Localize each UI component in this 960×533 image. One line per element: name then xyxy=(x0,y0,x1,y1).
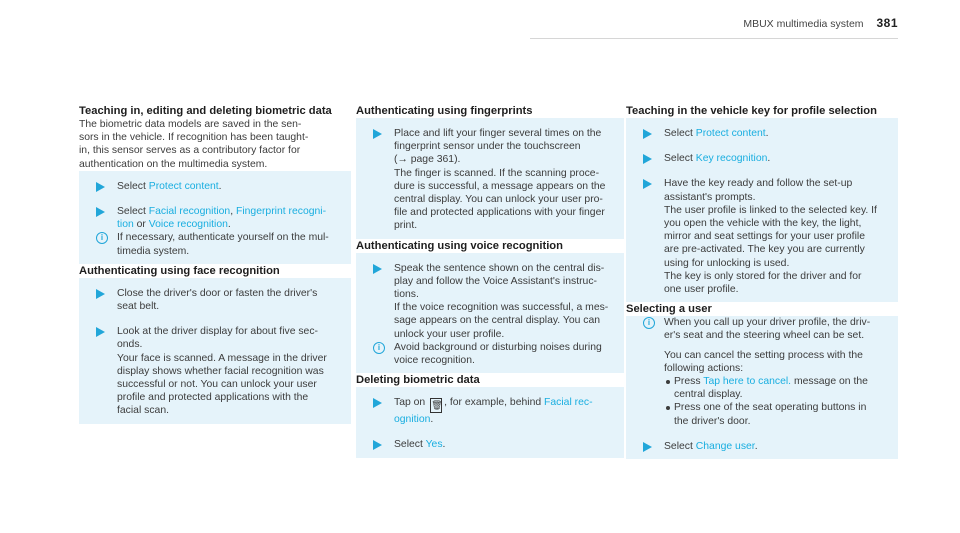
info-icon: i xyxy=(96,232,108,244)
step-text: using for unlocking is used. xyxy=(664,257,790,269)
instruction-block xyxy=(79,278,351,424)
step-text: file and protected applications with your finger xyxy=(394,207,605,219)
step-arrow-icon xyxy=(643,179,652,189)
text-line: authentication on the multimedia system. xyxy=(79,158,268,170)
menu-link[interactable]: Key recognition xyxy=(695,153,768,165)
step-arrow-icon xyxy=(373,440,382,450)
bullet-text: central display. xyxy=(674,389,743,401)
section-heading: Authenticating using face recognition xyxy=(79,264,280,277)
text-line: You can cancel the setting process with the xyxy=(664,349,863,361)
step-text: . xyxy=(767,153,771,165)
step-arrow-icon xyxy=(643,129,652,139)
section-heading: Authenticating using voice recognition xyxy=(356,239,563,252)
step-text: If the voice recognition was successful, a mes- xyxy=(394,302,609,314)
menu-link[interactable]: Protect content xyxy=(695,128,766,139)
step-text: sage appears on the central display. You can xyxy=(394,315,601,327)
header-title: MBUX multimedia system xyxy=(743,18,864,30)
step-item xyxy=(626,127,898,140)
section-heading: Teaching in, editing and deleting biometric data xyxy=(79,105,332,117)
step-item xyxy=(356,127,624,233)
step-text: Select xyxy=(664,128,696,139)
step-item xyxy=(356,396,624,426)
step-arrow-icon xyxy=(643,442,652,452)
instruction-block xyxy=(356,253,624,374)
step-arrow-icon xyxy=(643,154,652,164)
step-text: display shows whether facial recognition was xyxy=(117,365,324,377)
step-item xyxy=(626,152,898,165)
note-text: er's seat and the steering wheel can be set. xyxy=(664,330,865,342)
step-text: , xyxy=(230,206,236,218)
section-heading: Authenticating using fingerprints xyxy=(356,105,533,117)
step-text: profile and protected applications with the xyxy=(117,392,309,404)
step-text: one user profile. xyxy=(664,284,739,296)
text-line: in, this sensor serves as a contributory factor for xyxy=(79,145,301,157)
note-item xyxy=(626,316,898,342)
bullet-text: Press xyxy=(674,376,704,388)
note-text: voice recognition. xyxy=(394,355,475,367)
menu-link[interactable]: Facial rec- xyxy=(544,397,593,409)
bullet-item xyxy=(626,401,898,427)
step-text: are pre-activated. The key you are currently xyxy=(664,244,865,256)
column-2 xyxy=(356,104,624,458)
step-text: The user profile is linked to the selected key. If xyxy=(664,204,877,216)
menu-link[interactable]: Yes xyxy=(425,439,443,451)
menu-link[interactable]: Change user xyxy=(695,440,755,452)
step-arrow-icon xyxy=(373,264,382,274)
step-text: . xyxy=(430,414,434,426)
step-text: Have the key ready and follow the set-up xyxy=(664,178,853,190)
step-text: print. xyxy=(394,220,418,232)
step-text: . xyxy=(442,439,446,451)
step-text: . xyxy=(754,440,758,452)
step-text: mirror and seat settings for your user profile xyxy=(664,231,865,243)
step-item xyxy=(79,205,351,231)
step-item xyxy=(356,438,624,451)
step-text: play and follow the Voice Assistant's instruc- xyxy=(394,275,597,287)
step-text: successful or not. You can unlock your user xyxy=(117,379,317,391)
step-arrow-icon xyxy=(96,289,105,299)
step-text: fingerprint sensor under the touchscreen xyxy=(394,141,581,153)
note-item xyxy=(79,231,351,257)
step-text: . xyxy=(765,128,769,139)
step-text: facial scan. xyxy=(117,405,169,417)
step-arrow-icon xyxy=(96,207,105,217)
text-line: sors in the vehicle. If recognition has been taught- xyxy=(79,132,309,144)
step-text: Select xyxy=(394,439,426,451)
menu-link[interactable]: Tap here to cancel. xyxy=(703,376,792,388)
step-arrow-icon xyxy=(96,182,105,192)
step-text: Tap on xyxy=(394,397,429,409)
note-item xyxy=(356,341,624,367)
note-text: Avoid background or disturbing noises during xyxy=(394,341,602,353)
bullet-text: Press one of the seat operating buttons in xyxy=(674,402,867,414)
cancel-info xyxy=(626,349,898,375)
header-rule xyxy=(530,38,898,39)
step-text: Look at the driver display for about five sec- xyxy=(117,326,318,338)
menu-link[interactable]: ognition xyxy=(394,414,431,426)
step-text: assistant's prompts. xyxy=(664,191,756,203)
note-text: timedia system. xyxy=(117,245,190,257)
section-heading: Teaching in the vehicle key for profile selection xyxy=(626,105,877,117)
step-text: Select xyxy=(664,440,696,452)
step-text: seat belt. xyxy=(117,301,160,313)
text-line: following actions: xyxy=(664,362,744,374)
bullet-text: message on the xyxy=(791,376,868,388)
bullet-dot xyxy=(666,380,670,384)
info-icon: i xyxy=(643,317,655,329)
step-text: Your face is scanned. A message in the driver xyxy=(117,352,327,364)
step-text: . xyxy=(218,180,222,192)
instruction-block xyxy=(356,387,624,457)
step-text: (→ page 361). xyxy=(394,154,461,166)
step-text: Select xyxy=(664,153,696,165)
step-text: Select xyxy=(117,206,149,218)
step-text: you open the vehicle with the key, the light, xyxy=(664,218,862,230)
step-arrow-icon xyxy=(373,398,382,408)
menu-link[interactable]: Facial recognition xyxy=(148,206,231,218)
step-text: , for example, behind xyxy=(444,397,545,409)
step-text: Speak the sentence shown on the central dis- xyxy=(394,262,605,274)
step-text: unlock your user profile. xyxy=(394,328,505,340)
step-text: Select xyxy=(117,180,149,192)
trash-icon[interactable]: 🗑 xyxy=(430,398,442,413)
step-arrow-icon xyxy=(373,129,382,139)
section-heading: Deleting biometric data xyxy=(356,374,480,387)
menu-link[interactable]: Voice recognition xyxy=(148,219,228,231)
step-item xyxy=(79,180,351,193)
menu-link[interactable]: Fingerprint recogni- xyxy=(235,206,327,218)
bullet-item xyxy=(626,375,898,401)
step-text: or xyxy=(133,219,149,231)
step-item xyxy=(79,325,351,417)
menu-link[interactable]: tion xyxy=(117,219,134,231)
instruction-block xyxy=(626,316,898,459)
step-text: Place and lift your finger several times on the xyxy=(394,128,602,139)
step-text: tions. xyxy=(394,289,419,301)
text-line: The biometric data models are saved in the sen- xyxy=(79,119,302,130)
step-text: The key is only stored for the driver and for xyxy=(664,270,862,282)
bullet-dot xyxy=(666,406,670,410)
instruction-block xyxy=(356,118,624,239)
step-text: . xyxy=(227,219,231,231)
page-number: 381 xyxy=(876,16,898,30)
step-text: central display. You can unlock your user pro- xyxy=(394,194,603,206)
note-text: If necessary, authenticate yourself on the mul- xyxy=(117,232,329,244)
step-item xyxy=(626,177,898,296)
step-arrow-icon xyxy=(96,327,105,337)
step-text: Close the driver's door or fasten the driver's xyxy=(117,287,318,299)
menu-link[interactable]: Protect content xyxy=(148,180,219,192)
bullet-text: the driver's door. xyxy=(674,415,751,427)
step-text: onds. xyxy=(117,339,143,351)
step-item xyxy=(356,262,624,341)
step-text: dure is successful, a message appears on the xyxy=(394,180,606,192)
column-3 xyxy=(626,104,898,459)
step-item xyxy=(79,287,351,313)
section-heading: Selecting a user xyxy=(626,303,712,316)
info-icon: i xyxy=(373,342,385,354)
note-text: When you call up your driver profile, the driv- xyxy=(664,317,871,329)
instruction-block xyxy=(79,171,351,264)
page-header xyxy=(743,16,898,30)
step-text: The finger is scanned. If the scanning proce- xyxy=(394,167,600,179)
instruction-block xyxy=(626,118,898,302)
step-item xyxy=(626,440,898,453)
intro-text xyxy=(79,118,351,171)
column-1 xyxy=(79,104,351,424)
